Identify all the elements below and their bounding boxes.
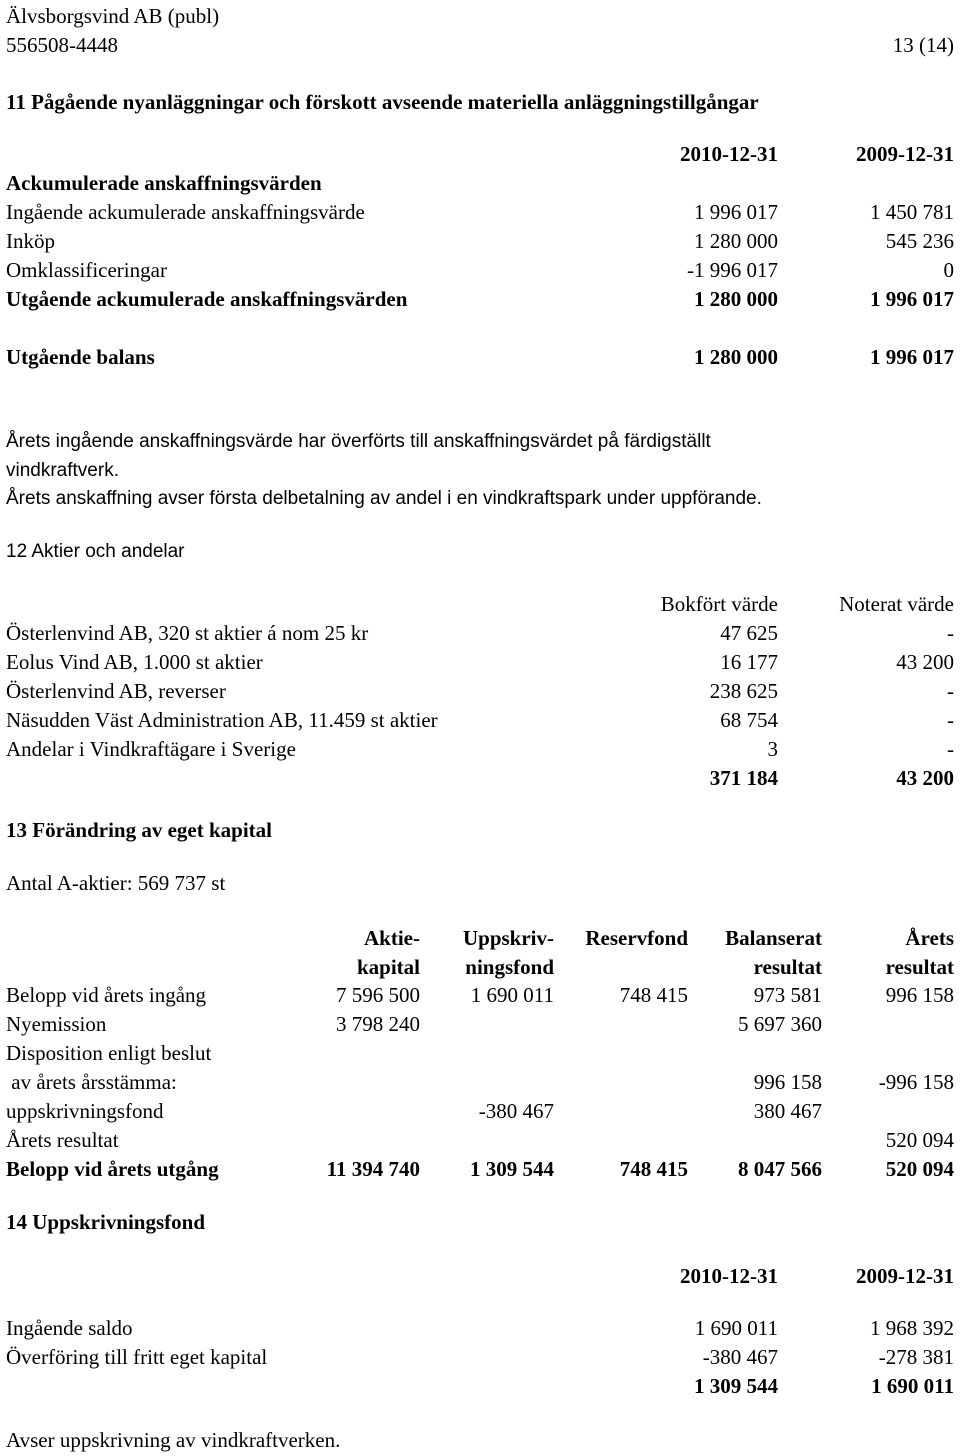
note11-col-2009: 2009-12-31 [856, 142, 954, 166]
cell-uppskrivningsfond: -380 467 [478, 1099, 554, 1123]
note12-column-headers [6, 590, 954, 619]
row-value-noterat: - [947, 737, 954, 761]
note11-balance-row [6, 343, 954, 372]
row-label: Utgående ackumulerade anskaffningsvärden [6, 287, 408, 311]
note11-title: 11 Pågående nyanläggningar och förskott avseende materiella anläggningstillgångar [6, 90, 759, 114]
row-label: Andelar i Vindkraftägare i Sverige [6, 737, 296, 761]
cell-uppskrivningsfond: 1 690 011 [470, 983, 554, 1007]
cell-balanserat: 996 158 [753, 1070, 822, 1094]
total-value-2010: 1 309 544 [694, 1374, 778, 1398]
row-value-2009: 545 236 [885, 229, 954, 253]
note14-title: 14 Uppskrivningsfond [6, 1210, 205, 1234]
table-row [6, 619, 954, 648]
row-value-2009: 1 450 781 [870, 200, 954, 224]
note11-column-headers [6, 140, 954, 169]
note13-title: 13 Förändring av eget kapital [6, 818, 272, 842]
table-row [6, 648, 954, 677]
row-value-2010: 1 280 000 [694, 287, 778, 311]
note13-total-row [6, 1155, 954, 1184]
table-row [6, 1097, 954, 1126]
row-label: av årets årsstämma: [6, 1070, 177, 1094]
row-value-bokfort: 68 754 [720, 708, 778, 732]
note13-col-arets-resultat [886, 924, 954, 982]
row-value-bokfort: 16 177 [720, 650, 778, 674]
note13-col-uppskrivningsfond [463, 924, 554, 982]
col-header-line2: resultat [885, 955, 954, 979]
row-label: Eolus Vind AB, 1.000 st aktier [6, 650, 263, 674]
col-header-line2: kapital [356, 955, 420, 979]
note12-col-noterat: Noterat värde [839, 592, 954, 616]
col-header-line2: ningsfond [465, 955, 554, 979]
row-label: Omklassificeringar [6, 258, 167, 282]
note12-title: 12 Aktier och andelar [6, 541, 185, 562]
table-row [6, 1010, 954, 1039]
row-label: Utgående balans [6, 345, 155, 369]
cell-aktiekapital: 3 798 240 [336, 1012, 420, 1036]
row-value-2010: 1 690 011 [694, 1316, 778, 1340]
cell-balanserat: 8 047 566 [738, 1157, 822, 1181]
cell-aktiekapital: 11 394 740 [326, 1157, 420, 1181]
row-label: Överföring till fritt eget kapital [6, 1345, 268, 1369]
row-label: Disposition enligt beslut [6, 1041, 212, 1065]
row-value-2010: 1 280 000 [694, 345, 778, 369]
col-header-line1: Balanserat [725, 926, 822, 950]
row-label: Inköp [6, 229, 55, 253]
col-header-line2: resultat [753, 955, 822, 979]
table-row [6, 1343, 954, 1372]
note11-col-2010: 2010-12-31 [680, 142, 778, 166]
note14-column-headers [6, 1262, 954, 1291]
row-label: uppskrivningsfond [6, 1099, 164, 1123]
row-value-2009: 1 996 017 [870, 345, 954, 369]
cell-arets-resultat: 520 094 [885, 1128, 954, 1152]
note13-col-reservfond [585, 924, 688, 953]
note12-total-row [6, 764, 954, 793]
row-label: Ingående saldo [6, 1316, 133, 1340]
note11-text2: Årets anskaffning avser första delbetalning av andel i en vindkraftspark under uppförande. [6, 488, 762, 509]
table-row [6, 677, 954, 706]
table-row [6, 1039, 954, 1068]
cell-balanserat: 380 467 [753, 1099, 822, 1123]
row-value-noterat: - [947, 679, 954, 703]
row-value-bokfort: 3 [767, 737, 778, 761]
cell-arets-resultat: 520 094 [885, 1157, 954, 1181]
row-value-noterat: - [947, 708, 954, 732]
row-value-2009: 0 [943, 258, 954, 282]
cell-balanserat: 973 581 [753, 983, 822, 1007]
table-row [6, 227, 954, 256]
table-row [6, 706, 954, 735]
table-row [6, 1068, 954, 1097]
page-number: 13 (14) [892, 33, 954, 57]
row-value-2009: 1 968 392 [870, 1316, 954, 1340]
note11-text-line1: Årets ingående anskaffningsvärde har överförts till anskaffningsvärdet på färdigställt [6, 431, 711, 452]
row-value-bokfort: 47 625 [720, 621, 778, 645]
note11-text-line2: vindkraftverk. [6, 460, 119, 481]
company-name: Älvsborgsvind AB (publ) [6, 4, 220, 28]
note14-footnote: Avser uppskrivning av vindkraftverken. [6, 1428, 341, 1452]
row-label: Ingående ackumulerade anskaffningsvärde [6, 200, 365, 224]
row-value-2009: -278 381 [878, 1345, 954, 1369]
table-row [6, 1314, 954, 1343]
col-header-line1: Aktie- [364, 926, 420, 950]
row-label: Näsudden Väst Administration AB, 11.459 st aktier [6, 708, 438, 732]
note11-section-label [6, 169, 954, 198]
org-number: 556508-4448 [6, 33, 118, 57]
row-value-2010: -380 467 [702, 1345, 778, 1369]
note12-col-bokfort: Bokfört värde [660, 592, 778, 616]
total-value-2009: 1 690 011 [871, 1374, 954, 1398]
row-label: Österlenvind AB, 320 st aktier á nom 25 kr [6, 621, 369, 645]
row-label: Belopp vid årets ingång [6, 983, 207, 1007]
row-value-2010: -1 996 017 [687, 258, 778, 282]
cell-arets-resultat: 996 158 [885, 983, 954, 1007]
row-label: Österlenvind AB, reverser [6, 679, 226, 703]
note14-col-2010: 2010-12-31 [680, 1264, 778, 1288]
table-row [6, 1126, 954, 1155]
note14-total-row [6, 1372, 954, 1401]
row-label: Nyemission [6, 1012, 107, 1036]
row-value-2010: 1 280 000 [694, 229, 778, 253]
table-row [6, 981, 954, 1010]
note14-col-2009: 2009-12-31 [856, 1264, 954, 1288]
col-header-line1: Reservfond [585, 926, 688, 950]
note13-col-aktiekapital [357, 924, 420, 982]
total-value-bokfort: 371 184 [709, 766, 778, 790]
cell-balanserat: 5 697 360 [738, 1012, 822, 1036]
total-value-noterat: 43 200 [896, 766, 954, 790]
note13-shares-text: Antal A-aktier: 569 737 st [6, 871, 226, 895]
note13-col-balanserat [725, 924, 822, 982]
cell-arets-resultat: -996 158 [878, 1070, 954, 1094]
cell-aktiekapital: 7 596 500 [336, 983, 420, 1007]
table-row [6, 735, 954, 764]
row-label: Årets resultat [6, 1128, 119, 1152]
note11-total-row [6, 285, 954, 314]
table-row [6, 198, 954, 227]
row-value-2009: 1 996 017 [870, 287, 954, 311]
col-header-line1: Uppskriv- [462, 926, 554, 950]
row-value-bokfort: 238 625 [709, 679, 778, 703]
row-label: Belopp vid årets utgång [6, 1157, 219, 1181]
cell-reservfond: 748 415 [619, 983, 688, 1007]
row-value-noterat: 43 200 [896, 650, 954, 674]
cell-uppskrivningsfond: 1 309 544 [470, 1157, 554, 1181]
row-value-2010: 1 996 017 [694, 200, 778, 224]
table-row [6, 256, 954, 285]
note13-column-headers [6, 924, 954, 982]
col-header-line1: Årets [905, 926, 954, 950]
cell-reservfond: 748 415 [619, 1157, 688, 1181]
note11-section-label-text: Ackumulerade anskaffningsvärden [6, 171, 322, 195]
row-value-noterat: - [947, 621, 954, 645]
